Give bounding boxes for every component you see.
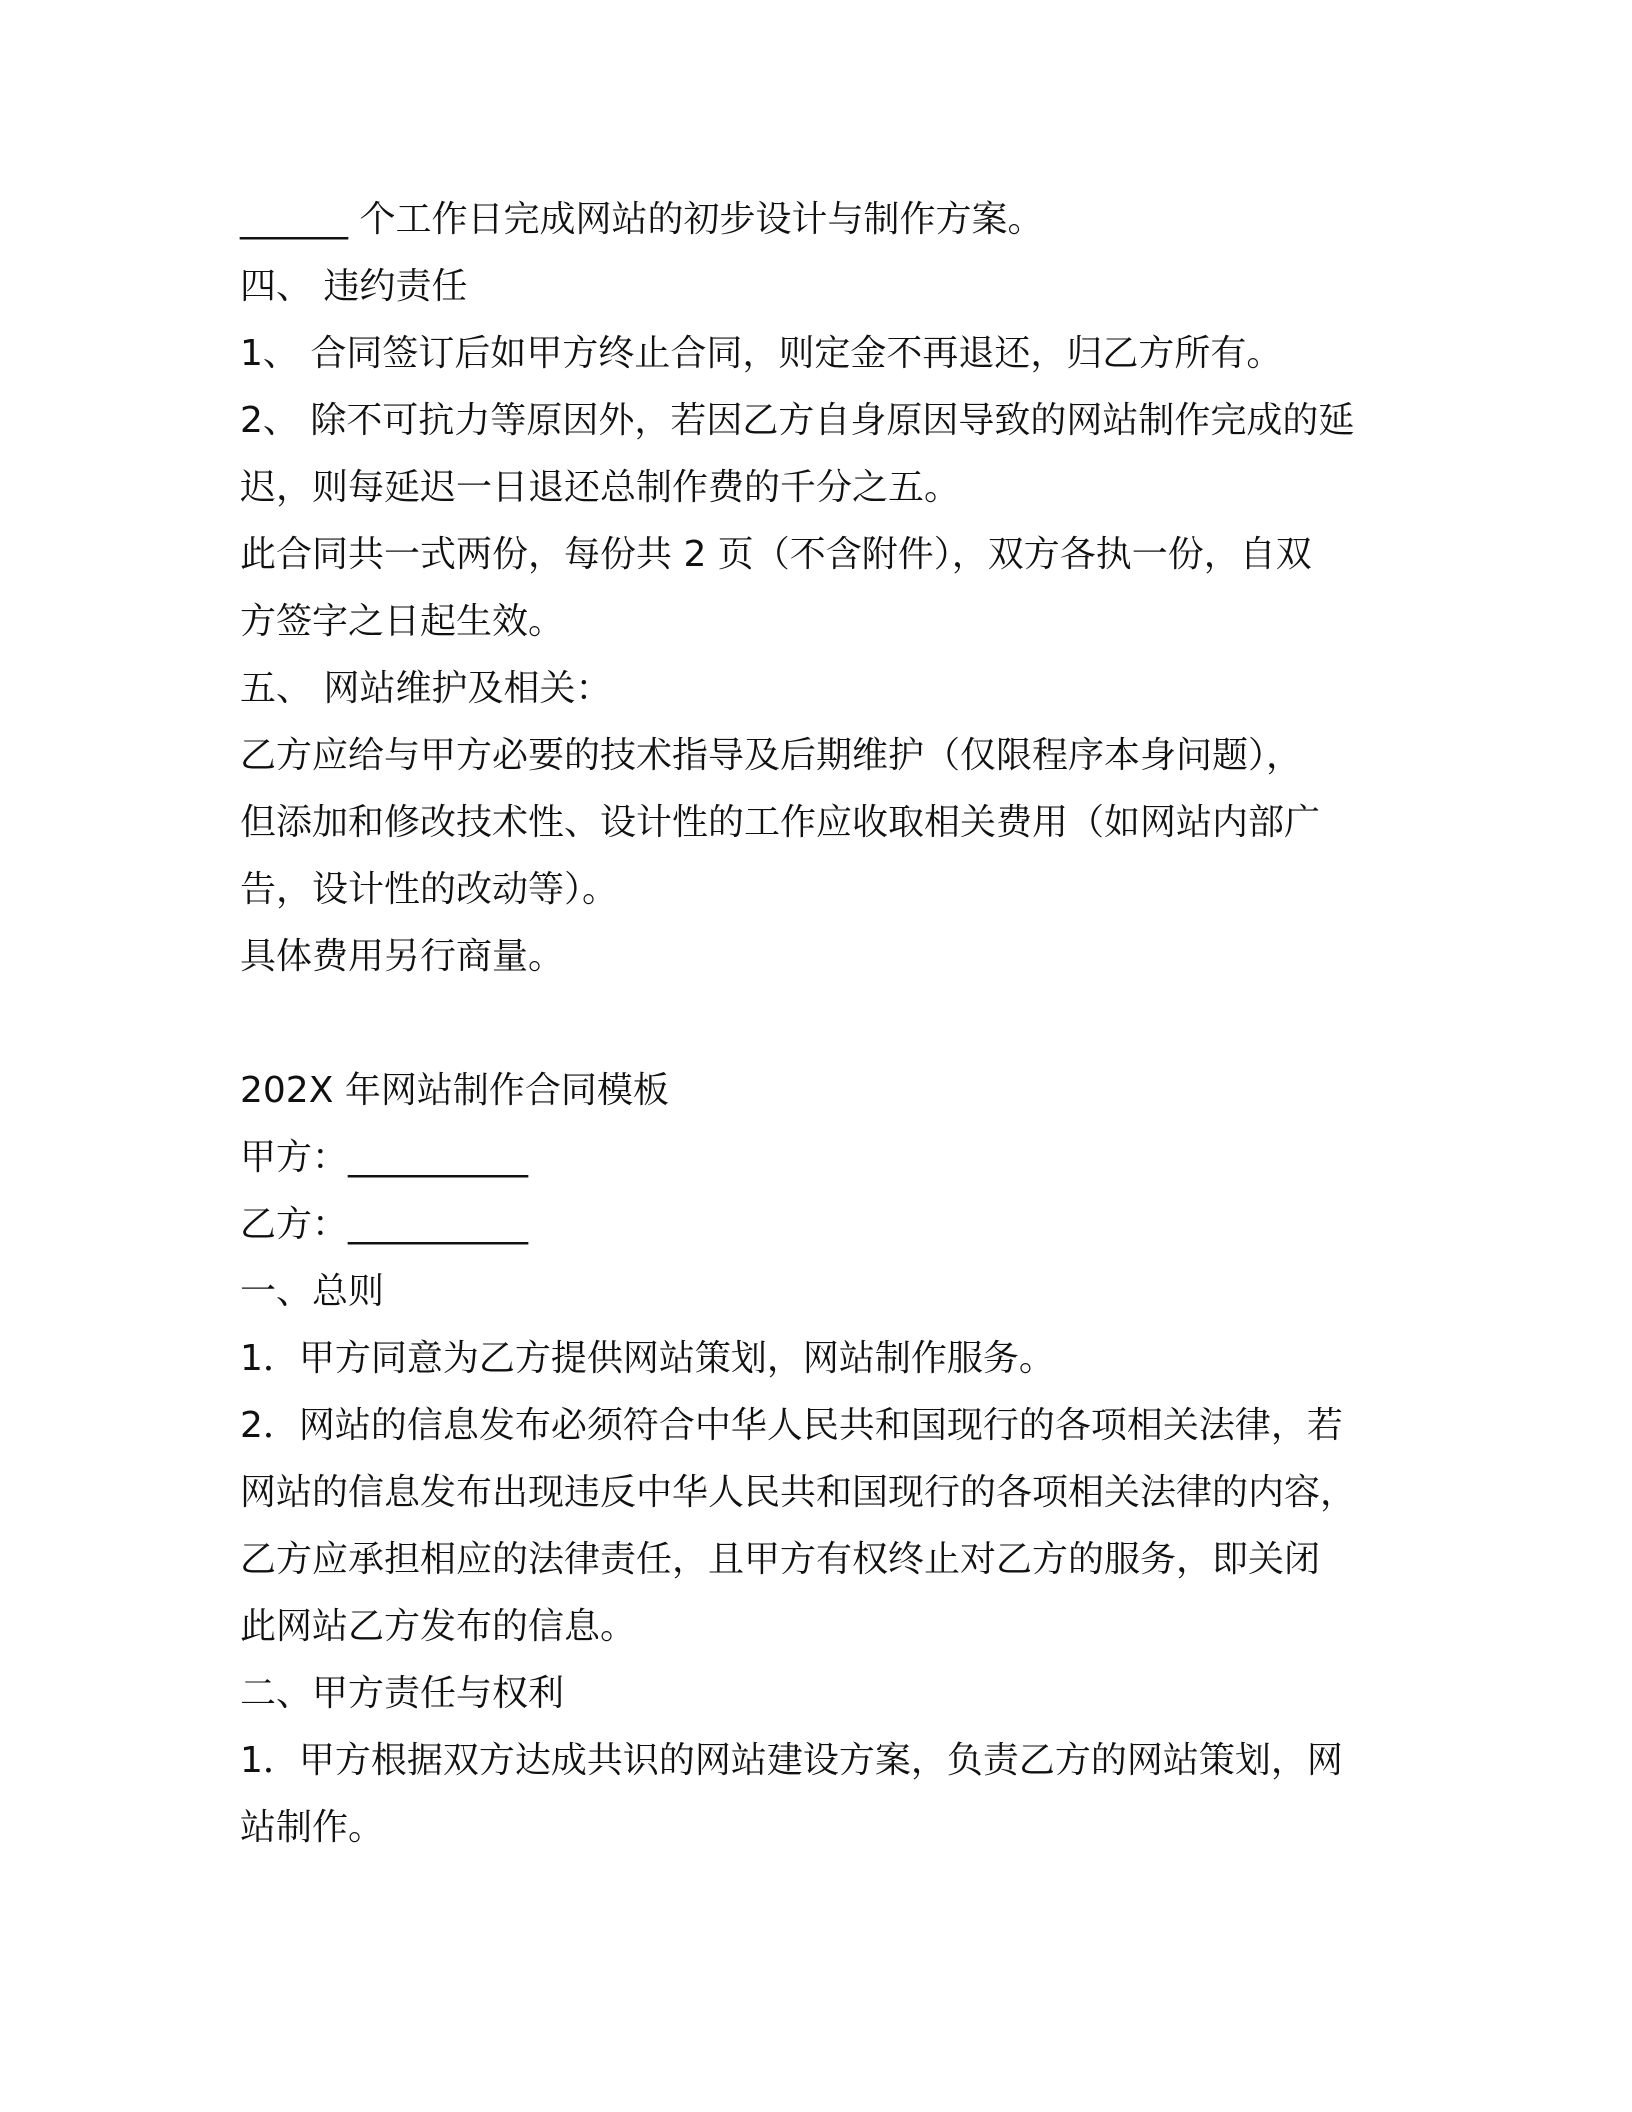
text-line: 站制作。 [240,1807,385,1848]
section-heading: 一、总则 [240,1271,385,1312]
text-line: ______ 个工作日完成网站的初步设计与制作方案。 [240,199,1044,240]
text-line: 方签字之日起生效。 [240,601,565,642]
party-a-line: 甲方：__________ [240,1137,529,1178]
text-line: 乙方应承担相应的法律责任，且甲方有权终止对乙方的服务，即关闭 [240,1539,1321,1580]
text-line: 1、 合同签订后如甲方终止合同，则定金不再退还，归乙方所有。 [240,333,1283,374]
text-line: 但添加和修改技术性、设计性的工作应收取相关费用（如网站内部广 [240,802,1321,843]
text-line: 1．甲方同意为乙方提供网站策划，网站制作服务。 [240,1338,1055,1379]
text-line: 此网站乙方发布的信息。 [240,1606,637,1647]
text-line: 告，设计性的改动等）。 [240,869,619,910]
section-heading: 二、甲方责任与权利 [240,1673,565,1714]
document-title: 202X 年网站制作合同模板 [240,1070,669,1111]
document-body [240,186,1400,1861]
text-line: 网站的信息发布出现违反中华人民共和国现行的各项相关法律的内容， [240,1472,1357,1513]
text-line: 1．甲方根据双方达成共识的网站建设方案，负责乙方的网站策划，网 [240,1740,1343,1781]
section-heading: 四、 违约责任 [240,266,468,307]
text-line: 迟，则每延迟一日退还总制作费的千分之五。 [240,467,961,508]
text-line: 2、 除不可抗力等原因外，若因乙方自身原因导致的网站制作完成的延 [240,400,1355,441]
party-b-line: 乙方：__________ [240,1204,529,1245]
section-heading: 五、 网站维护及相关： [240,668,612,709]
text-line: 具体费用另行商量。 [240,936,565,977]
paragraph-gap [240,990,1400,1057]
text-line: 乙方应给与甲方必要的技术指导及后期维护（仅限程序本身问题）， [240,735,1303,776]
text-line: 此合同共一式两份，每份共 2 页（不含附件），双方各执一份，自双 [240,534,1312,575]
text-line: 2．网站的信息发布必须符合中华人民共和国现行的各项相关法律，若 [240,1405,1343,1446]
